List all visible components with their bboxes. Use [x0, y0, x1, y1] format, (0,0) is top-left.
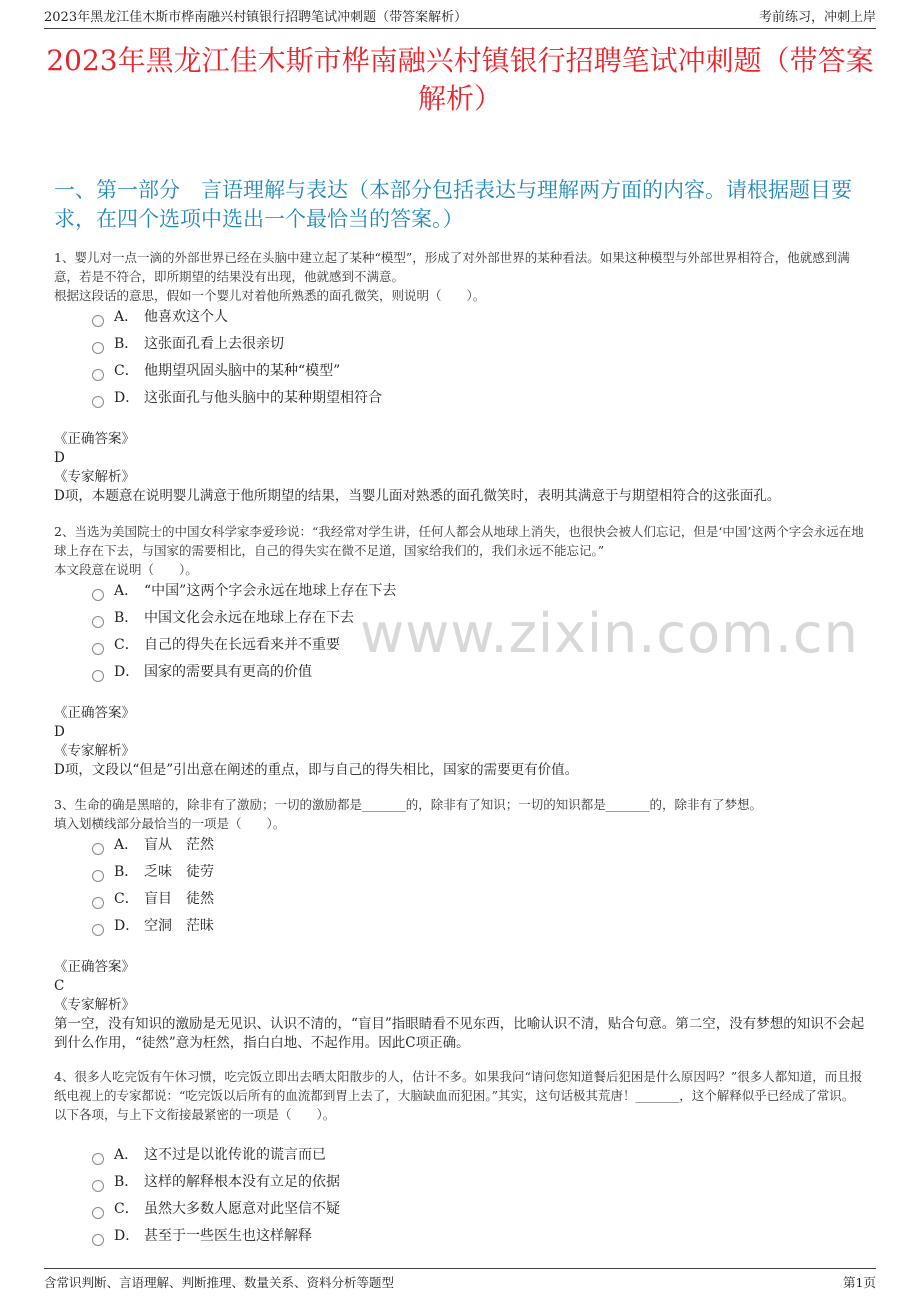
option-key: B． [114, 864, 139, 880]
answer-value: D [54, 724, 65, 740]
option-text: 这样的解释根本没有立足的依据 [144, 1174, 340, 1190]
header-slogan: 考前练习，冲刺上岸 [758, 10, 876, 25]
question-1-options [92, 304, 382, 412]
radio-icon[interactable] [92, 670, 104, 682]
option-text: 空洞 茫昧 [144, 918, 214, 934]
option-key: D． [114, 918, 140, 934]
option-key: C． [114, 1201, 139, 1217]
question-3-answer [54, 958, 868, 1053]
question-ask: 根据这段话的意思，假如一个婴儿对着他所熟悉的面孔微笑，则说明（ ）。 [54, 288, 486, 303]
page-footer [44, 1268, 876, 1299]
radio-icon[interactable] [92, 342, 104, 354]
option-d[interactable] [92, 1223, 340, 1250]
footer-topics: 含常识判断、言语理解、判断推理、数量关系、资料分析等题型 [44, 1275, 395, 1290]
section-heading: 一、第一部分 言语理解与表达（本部分包括表达与理解两方面的内容。请根据题目要求，在四个选项中选出一个最恰当的答案。） [54, 178, 852, 231]
option-text: 盲目 徒然 [144, 891, 214, 907]
option-text: 盲从 茫然 [144, 837, 214, 853]
option-key: C． [114, 637, 139, 653]
option-key: A． [114, 837, 139, 853]
radio-icon[interactable] [92, 616, 104, 628]
question-1-stem [54, 248, 868, 305]
answer-value: C [54, 978, 65, 994]
question-3-options [92, 832, 214, 940]
question-3-stem [54, 795, 868, 833]
page-header [44, 0, 876, 29]
header-title: 2023年黑龙江佳木斯市桦南融兴村镇银行招聘笔试冲刺题（带答案解析） [44, 10, 468, 25]
radio-icon[interactable] [92, 1153, 104, 1165]
option-key: B． [114, 1174, 139, 1190]
option-text: “中国”这两个字会永远在地球上存在下去 [144, 583, 397, 599]
option-key: A． [114, 1147, 139, 1163]
option-a[interactable] [92, 304, 382, 331]
option-key: D． [114, 664, 140, 680]
option-text: 这不过是以讹传讹的谎言而已 [144, 1147, 326, 1163]
option-text: 乏味 徒劳 [144, 864, 214, 880]
radio-icon[interactable] [92, 1234, 104, 1246]
option-a[interactable] [92, 832, 214, 859]
option-d[interactable] [92, 385, 382, 412]
radio-icon[interactable] [92, 1180, 104, 1192]
answer-value: D [54, 450, 65, 466]
document-title: 2023年黑龙江佳木斯市桦南融兴村镇银行招聘笔试冲刺题（带答案解析） [46, 44, 874, 115]
radio-icon[interactable] [92, 1207, 104, 1219]
option-a[interactable] [92, 1142, 340, 1169]
question-1-answer [54, 430, 868, 506]
option-b[interactable] [92, 1169, 340, 1196]
radio-icon[interactable] [92, 589, 104, 601]
option-c[interactable] [92, 886, 214, 913]
analysis-text: 第一空，没有知识的激励是无见识、认识不清的，“盲目”指眼睛看不见东西，比喻认识不清，贴合句意。第二空，没有梦想的知识不会起到什么作用，“徒然”意为枉然，指白白地、不起作用。因此C项正确。 [54, 1016, 865, 1051]
question-text: 2、当选为美国院士的中国女科学家李爱珍说：“我经常对学生讲，任何人都会从地球上消失，也很快会被人们忘记，但是‘中国’这两个字会永远在地球上存在下去，与国家的需要相比，自己的得失实在微不足道，国家给我们的，我们永远不能忘记。” [54, 524, 864, 558]
analysis-label: 《专家解析》 [54, 469, 135, 485]
option-key: D． [114, 1228, 140, 1244]
question-ask: 本文段意在说明（ ）。 [54, 562, 198, 577]
option-text: 这张面孔与他头脑中的某种期望相符合 [144, 390, 382, 406]
option-key: B． [114, 336, 139, 352]
analysis-label: 《专家解析》 [54, 743, 135, 759]
radio-icon[interactable] [92, 870, 104, 882]
option-key: C． [114, 363, 139, 379]
radio-icon[interactable] [92, 396, 104, 408]
radio-icon[interactable] [92, 369, 104, 381]
option-b[interactable] [92, 605, 396, 632]
question-2-stem [54, 522, 868, 579]
radio-icon[interactable] [92, 315, 104, 327]
option-a[interactable] [92, 578, 396, 605]
page-number: 第1页 [843, 1275, 876, 1290]
question-ask: 以下各项，与上下文衔接最紧密的一项是（ ）。 [54, 1107, 336, 1122]
radio-icon[interactable] [92, 897, 104, 909]
option-text: 虽然大多数人愿意对此坚信不疑 [144, 1201, 340, 1217]
radio-icon[interactable] [92, 643, 104, 655]
analysis-text: D项，文段以“但是”引出意在阐述的重点，即与自己的得失相比，国家的需要更有价值。 [54, 762, 579, 778]
option-d[interactable] [92, 659, 396, 686]
radio-icon[interactable] [92, 924, 104, 936]
option-key: A． [114, 309, 139, 325]
option-text: 他期望巩固头脑中的某种“模型” [144, 363, 341, 379]
option-text: 中国文化会永远在地球上存在下去 [144, 610, 354, 626]
question-text: 4、很多人吃完饭有午休习惯，吃完饭立即出去晒太阳散步的人，估计不多。如果我问“请问您知道餐后犯困是什么原因吗？”很多人都知道，而且报纸电视上的专家都说：“吃完饭以后所有的血流都到胃上去了，大脑缺血而犯困。”其实，这句话极其荒唐！_______，这个解释似乎已经成了常识。 [54, 1069, 863, 1103]
answer-label: 《正确答案》 [54, 705, 135, 721]
question-4-options [92, 1142, 340, 1250]
option-key: D． [114, 390, 140, 406]
question-ask: 填入划横线部分最恰当的一项是（ ）。 [54, 816, 286, 831]
option-text: 自己的得失在长远看来并不重要 [144, 637, 340, 653]
option-key: A． [114, 583, 139, 599]
radio-icon[interactable] [92, 843, 104, 855]
option-text: 他喜欢这个人 [144, 309, 228, 325]
answer-label: 《正确答案》 [54, 959, 135, 975]
option-text: 这张面孔看上去很亲切 [144, 336, 284, 352]
option-b[interactable] [92, 331, 382, 358]
option-key: B． [114, 610, 139, 626]
question-2-options [92, 578, 396, 686]
question-text: 1、婴儿对一点一滴的外部世界已经在头脑中建立起了某种“模型”，形成了对外部世界的某种看法。如果这种模型与外部世界相符合，他就感到满意，若是不符合，即所期望的结果没有出现，他就感到不满意。 [54, 250, 850, 284]
question-4-stem [54, 1067, 868, 1124]
option-text: 国家的需要具有更高的价值 [144, 664, 312, 680]
option-c[interactable] [92, 1196, 340, 1223]
option-text: 甚至于一些医生也这样解释 [144, 1228, 312, 1244]
question-text: 3、生命的确是黑暗的，除非有了激励；一切的激励都是_______的，除非有了知识；一切的知识都是_______的，除非有了梦想。 [54, 797, 762, 812]
option-d[interactable] [92, 913, 214, 940]
question-2-answer [54, 704, 868, 780]
option-c[interactable] [92, 632, 396, 659]
analysis-label: 《专家解析》 [54, 997, 135, 1013]
option-b[interactable] [92, 859, 214, 886]
watermark: www.zixin.com.cn [360, 602, 859, 665]
option-key: C． [114, 891, 139, 907]
analysis-text: D项，本题意在说明婴儿满意于他所期望的结果，当婴儿面对熟悉的面孔微笑时，表明其满意于与期望相符合的这张面孔。 [54, 488, 781, 504]
answer-label: 《正确答案》 [54, 431, 135, 447]
option-c[interactable] [92, 358, 382, 385]
